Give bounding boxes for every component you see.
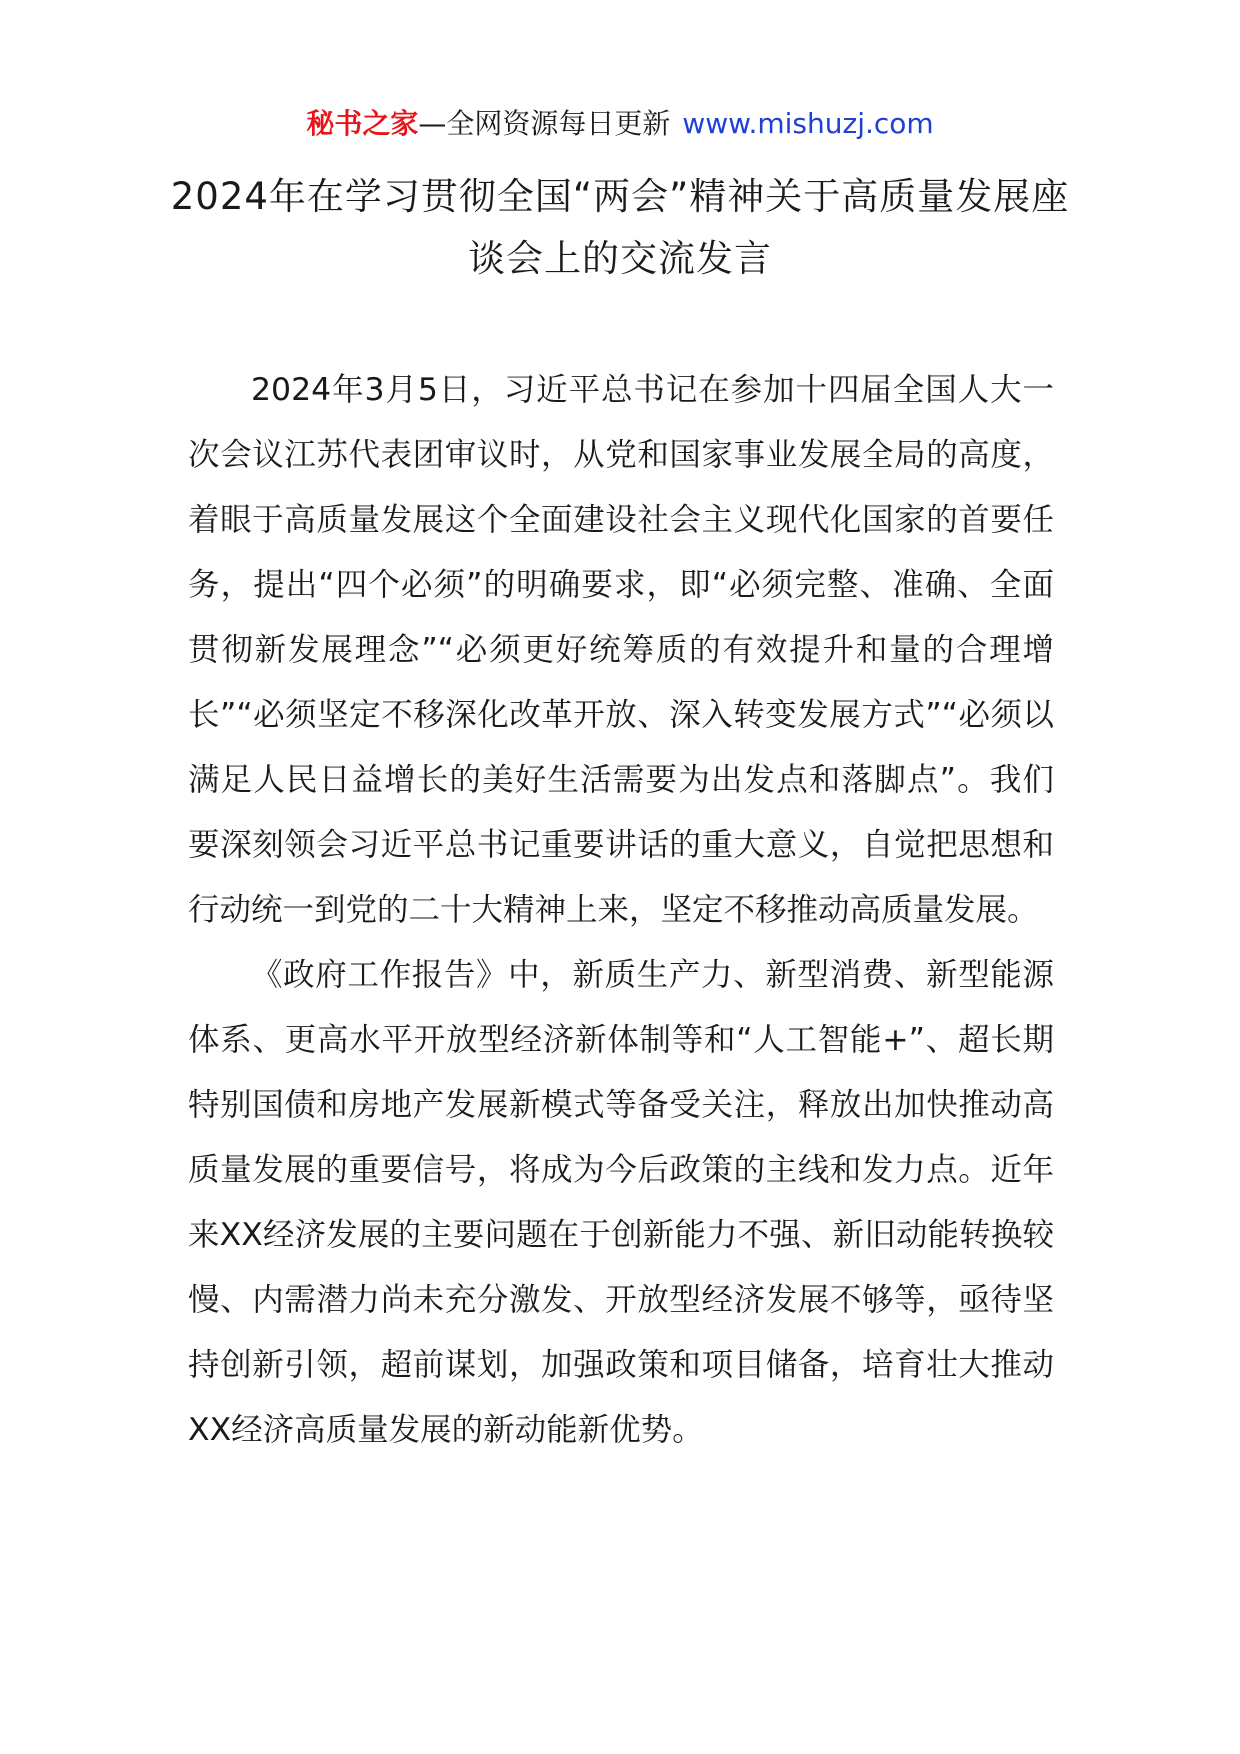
site-header: [0, 104, 1240, 144]
paragraph-1: 2024年3月5日，习近平总书记在参加十四届全国人大一次会议江苏代表团审议时，从党和国家事业发展全局的高度，着眼于高质量发展这个全面建设社会主义现代化国家的首要任务，提出“四个必须”的明确要求，即“必须完整、准确、全面贯彻新发展理念”“必须更好统筹质的有效提升和量的合理增长”“必须坚定不移深化改革开放、深入转变发展方式”“必须以满足人民日益增长的美好生活需要为出发点和落脚点”。我们要深刻领会习近平总书记重要讲话的重大意义，自觉把思想和行动统一到党的二十大精神上来，坚定不移推动高质量发展。: [188, 372, 1054, 928]
site-url-link[interactable]: www.mishuzj.com: [682, 107, 934, 140]
paragraph-2: 《政府工作报告》中，新质生产力、新型消费、新型能源体系、更高水平开放型经济新体制等和“人工智能+”、超长期特别国债和房地产发展新模式等备受关注，释放出加快推动高质量发展的重要信号，将成为今后政策的主线和发力点。近年来XX经济发展的主要问题在于创新能力不强、新旧动能转换较慢、内需潜力尚未充分激发、开放型经济发展不够等，亟待坚持创新引领，超前谋划，加强政策和项目储备，培育壮大推动XX经济高质量发展的新动能新优势。: [188, 957, 1054, 1448]
document-body: [188, 358, 1054, 1463]
brand-name: 秘书之家: [306, 107, 419, 140]
document-title: 2024年在学习贯彻全国“两会”精神关于高质量发展座谈会上的交流发言: [170, 175, 1070, 280]
header-slogan: —全网资源每日更新: [418, 107, 671, 140]
